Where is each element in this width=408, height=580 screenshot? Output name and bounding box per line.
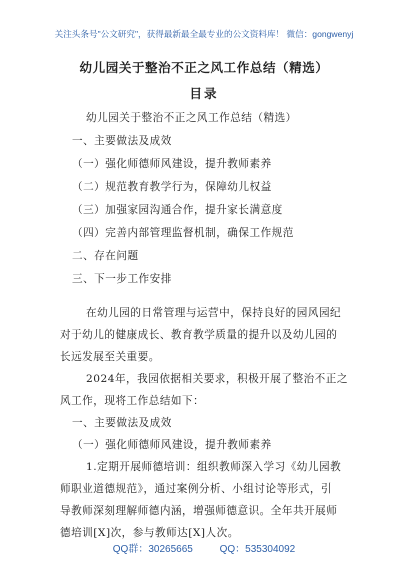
section-heading: 一、主要做法及成效 (72, 417, 172, 429)
footer-contacts (0, 540, 408, 555)
body-text: 在幼儿园的日常管理与运营中，保持良好的园风园纪 (86, 307, 342, 319)
toc-item[interactable]: （四）完善内部管理监督机制，确保工作规范 (72, 227, 294, 239)
footer-qq: QQ：535304092 (219, 544, 296, 555)
toc-item[interactable]: （三）加强家园沟通合作，提升家长满意度 (72, 204, 283, 216)
promo-banner: 关注头条号"公文研究"，获得最新最全最专业的公文资料库！ 微信：gongwenyj (54, 29, 354, 39)
toc-item[interactable]: （一）强化师德师风建设，提升教师素养 (72, 158, 272, 170)
body-text: 2024年，我园依据相关要求，积极开展了整治不正之 (86, 373, 348, 385)
document-title: 幼儿园关于整治不正之风工作总结（精选） (79, 60, 329, 75)
body-text: 风工作，现将工作总结如下： (60, 395, 205, 407)
body-text: 对于幼儿的健康成长、教育教学质量的提升以及幼儿园的 (60, 329, 338, 341)
toc-item[interactable]: 一、主要做法及成效 (72, 135, 172, 147)
toc-heading: 目录 (189, 86, 219, 101)
body-text: 师职业道德规范》，通过案例分析、小组讨论等形式，引 (60, 483, 333, 495)
body-text: 长远发展至关重要。 (60, 351, 160, 363)
toc-item[interactable]: 幼儿园关于整治不正之风工作总结（精选） (86, 112, 297, 124)
footer-qq-group: QQ群：30265665 (112, 544, 193, 555)
body-text: 德培训[X]次，参与教师达[X]人次。 (60, 527, 239, 539)
toc-item[interactable]: 三、下一步工作安排 (72, 273, 172, 285)
body-text: 导教师深刻理解师德内涵，增强师德意识。全年共开展师 (60, 505, 338, 517)
toc-item[interactable]: 二、存在问题 (72, 250, 139, 262)
toc-item[interactable]: （二）规范教育教学行为，保障幼儿权益 (72, 181, 272, 193)
body-text: 1.定期开展师德培训：组织教师深入学习《幼儿园教 (86, 461, 342, 473)
subsection-heading: （一）强化师德师风建设，提升教师素养 (72, 439, 272, 451)
